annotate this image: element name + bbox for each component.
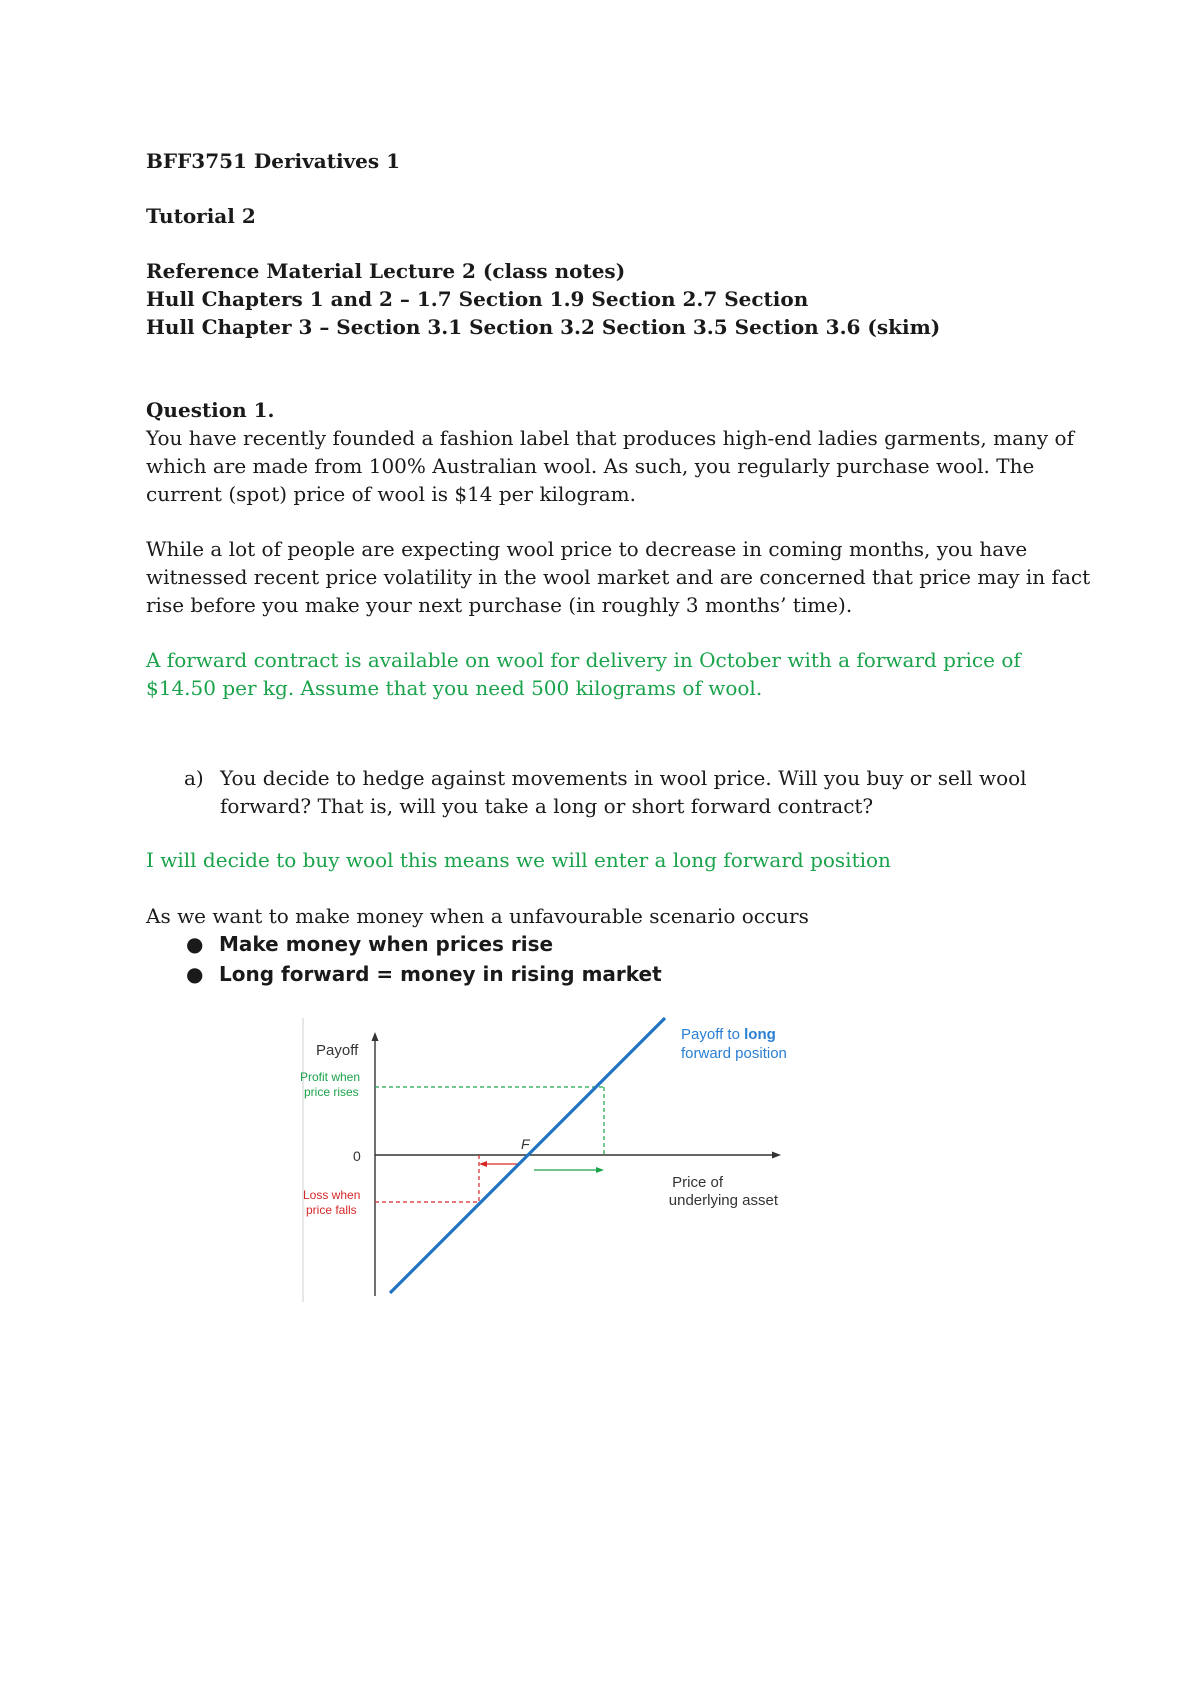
zero-label: 0 (353, 1148, 361, 1164)
bullet-icon: ● (186, 932, 204, 956)
bullet-item: Make money when prices rise (219, 932, 554, 956)
course-title: BFF3751 Derivatives 1 (146, 149, 401, 173)
explanation-line: As we want to make money when a unfavourable scenario occurs (146, 904, 809, 928)
paragraph-line: witnessed recent price volatility in the wool market and are concerned that price may in fact (146, 565, 1091, 589)
paragraph-line: You have recently founded a fashion label that produces high-end ladies garments, many of (146, 426, 1074, 450)
y-axis-label: Payoff (316, 1042, 359, 1059)
question-heading: Question 1. (146, 398, 275, 422)
part-a-line: forward? That is, will you take a long or short forward contract? (220, 794, 874, 818)
paragraph-line: current (spot) price of wool is $14 per kilogram. (146, 482, 636, 506)
loss-label: Loss when (303, 1188, 361, 1202)
tutorial-heading: Tutorial 2 (146, 204, 256, 228)
profit-label: Profit when (300, 1070, 361, 1084)
bullet-item: Long forward = money in rising market (219, 962, 662, 986)
payoff-line-label-bold: long (744, 1026, 776, 1043)
paragraph-line: rise before you make your next purchase (in roughly 3 months’ time). (146, 593, 853, 617)
forward-price-label: F (521, 1136, 530, 1152)
payoff-line-label (681, 1026, 776, 1043)
profit-label: price rises (304, 1085, 359, 1099)
profit-arrow-icon (596, 1167, 604, 1173)
answer-line: I will decide to buy wool this means we will enter a long forward position (146, 848, 891, 872)
payoff-diagram (295, 1010, 815, 1305)
loss-label: price falls (306, 1203, 357, 1217)
green-paragraph-line: A forward contract is available on wool for delivery in October with a forward price of (146, 648, 1021, 672)
x-axis-arrow-icon (772, 1152, 781, 1159)
reference-line: Reference Material Lecture 2 (class notes) (146, 259, 626, 283)
paragraph-line: While a lot of people are expecting wool price to decrease in coming months, you have (146, 537, 1028, 561)
reference-line: Hull Chapter 3 – Section 3.1 Section 3.2 Section 3.5 Section 3.6 (skim) (146, 315, 941, 339)
loss-arrow-icon (479, 1161, 487, 1167)
payoff-line-label-prefix: Payoff to (681, 1026, 745, 1043)
payoff-line-label: forward position (681, 1045, 787, 1062)
reference-line: Hull Chapters 1 and 2 – 1.7 Section 1.9 Section 2.7 Section (146, 287, 809, 311)
paragraph-line: which are made from 100% Australian wool. As such, you regularly purchase wool. The (146, 454, 1035, 478)
y-axis-arrow-icon (372, 1032, 379, 1041)
x-axis-label: underlying asset (668, 1192, 778, 1209)
bullet-icon: ● (186, 962, 204, 986)
x-axis-label: Price of (672, 1174, 723, 1191)
green-paragraph-line: $14.50 per kg. Assume that you need 500 kilograms of wool. (146, 676, 763, 700)
part-a-marker: a) (184, 766, 204, 790)
part-a-line: You decide to hedge against movements in wool price. Will you buy or sell wool (220, 766, 1027, 790)
